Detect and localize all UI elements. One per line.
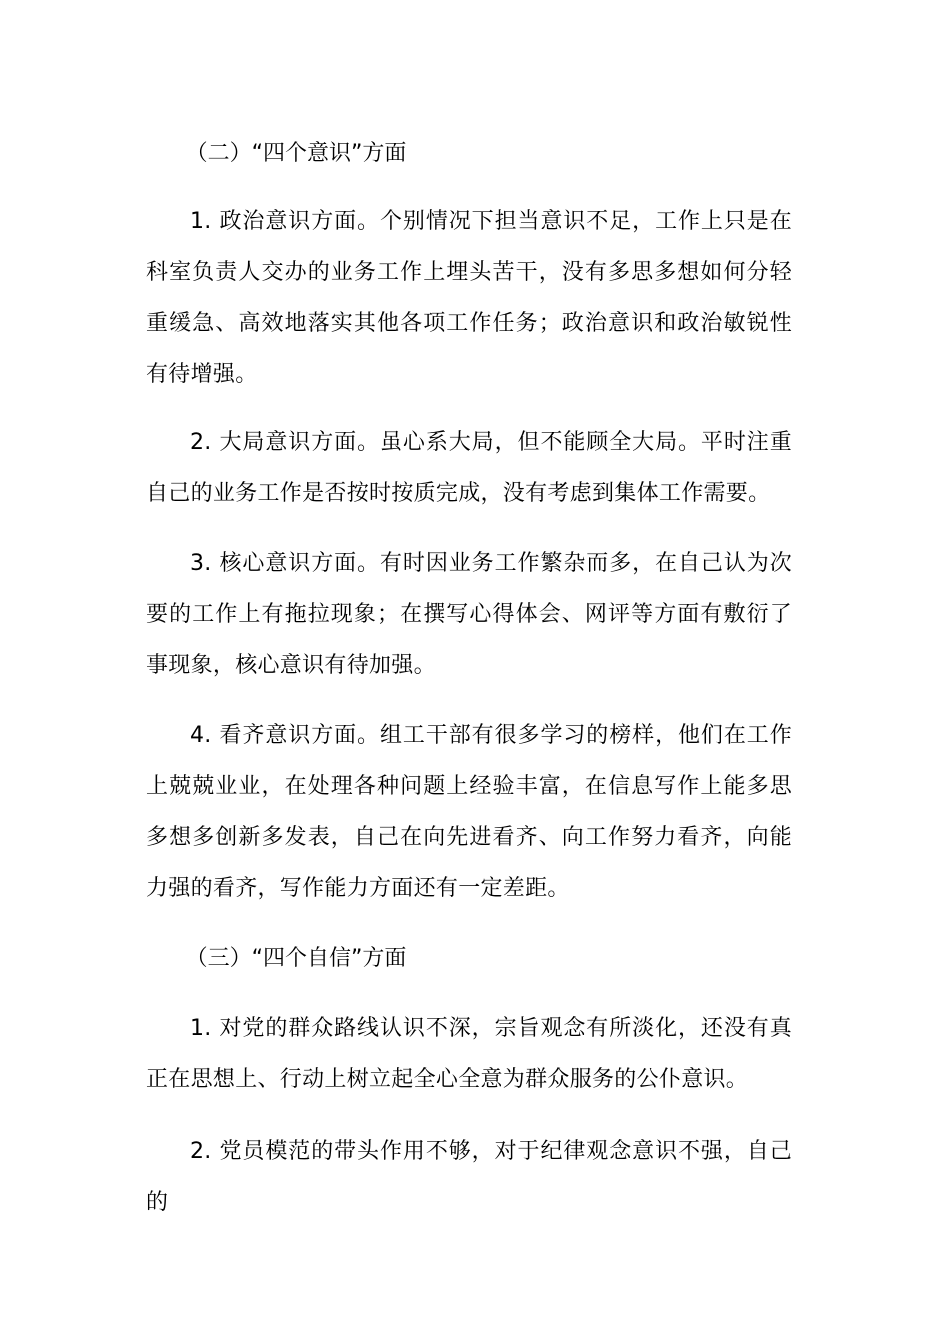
paragraph-mass-line: 1. 对党的群众路线认识不深，宗旨观念有所淡化，还没有真正在思想上、行动上树立起全心全意为群众服务的公仆意识。 [146,1016,792,1092]
paragraph-political-awareness: 1. 政治意识方面。个别情况下担当意识不足，工作上只是在科室负责人交办的业务工作上埋头苦干，没有多思多想如何分轻重缓急、高效地落实其他各项工作任务；政治意识和政治敏锐性有待增强。 [146,209,792,387]
section-heading-two: （二）“四个意识”方面 [185,141,407,166]
paragraph-overall-awareness: 2. 大局意识方面。虽心系大局，但不能顾全大局。平时注重自己的业务工作是否按时按质完成，没有考虑到集体工作需要。 [146,430,792,506]
paragraph-party-member-role: 2. 党员模范的带头作用不够，对于纪律观念意识不强，自己的 [146,1139,792,1215]
paragraph-alignment-awareness: 4. 看齐意识方面。组工干部有很多学习的榜样，他们在工作上兢兢业业，在处理各种问题上经验丰富，在信息写作上能多思多想多创新多发表，自己在向先进看齐、向工作努力看齐，向能力强的看齐，写作能力方面还有一定差距。 [146,723,792,901]
section-heading-three: （三）“四个自信”方面 [185,946,407,971]
paragraph-core-awareness: 3. 核心意识方面。有时因业务工作繁杂而多，在自己认为次要的工作上有拖拉现象；在撰写心得体会、网评等方面有敷衍了事现象，核心意识有待加强。 [146,551,792,678]
